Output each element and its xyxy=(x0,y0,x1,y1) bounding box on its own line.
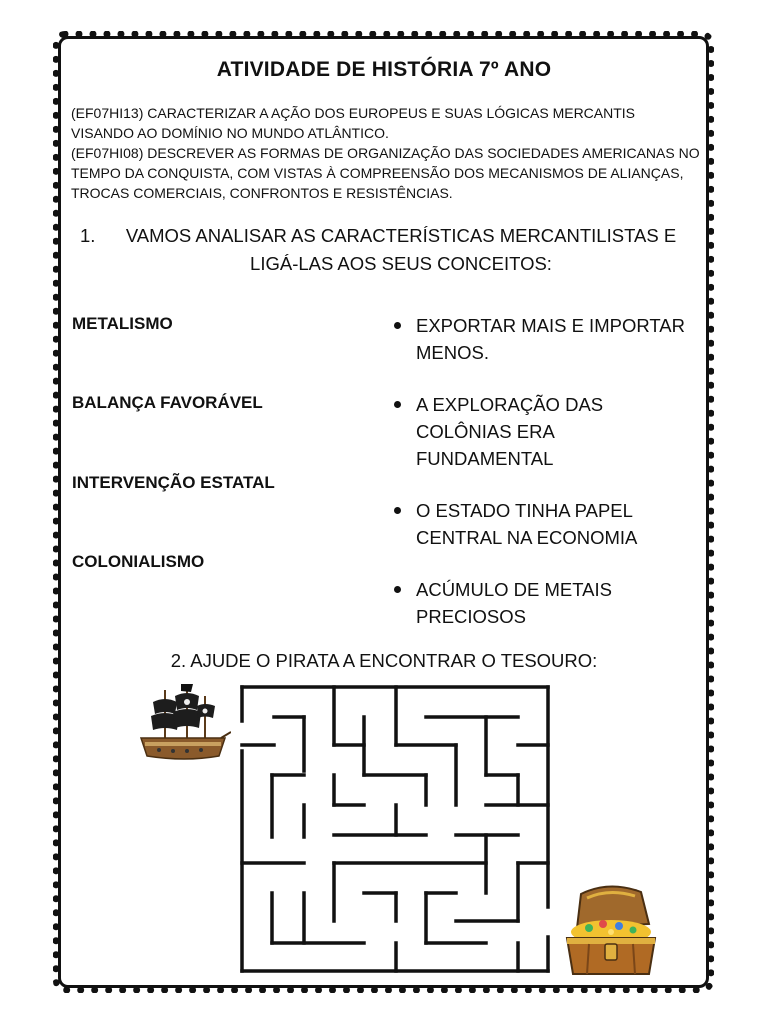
question-1-number: 1. xyxy=(80,225,96,246)
treasure-chest-icon xyxy=(559,884,659,978)
concept-item: A EXPLORAÇÃO DAS COLÔNIAS ERA FUNDAMENTAL xyxy=(392,391,692,472)
question-2: 2. AJUDE O PIRATA A ENCONTRAR O TESOURO: xyxy=(170,650,598,671)
term-colonialismo: COLONIALISMO xyxy=(72,552,205,571)
term-metalismo: METALISMO xyxy=(72,314,173,333)
term-intervencao-estatal: INTERVENÇÃO ESTATAL xyxy=(72,473,275,492)
maze-puzzle xyxy=(236,681,554,977)
learning-objectives xyxy=(71,103,701,203)
concept-item: O ESTADO TINHA PAPEL CENTRAL NA ECONOMIA xyxy=(392,497,692,551)
question-1 xyxy=(80,222,692,278)
question-1-text: VAMOS ANALISAR AS CARACTERÍSTICAS MERCANTILISTAS E LIGÁ-LAS AOS SEUS CONCEITOS: xyxy=(125,225,677,274)
pirate-ship-icon xyxy=(135,682,231,764)
objective-ef07hi13: (EF07HI13) CARACTERIZAR A AÇÃO DOS EUROPEUS E SUAS LÓGICAS MERCANTIS VISANDO AO DOMÍNIO NO MUNDO ATLÂNTICO. xyxy=(71,105,636,141)
term-balanca-favoravel: BALANÇA FAVORÁVEL xyxy=(72,393,263,412)
concept-item: ACÚMULO DE METAIS PRECIOSOS xyxy=(392,576,692,630)
objective-ef07hi08: (EF07HI08) DESCREVER AS FORMAS DE ORGANIZAÇÃO DAS SOCIEDADES AMERICANAS NO TEMPO DA CONQUISTA, COM VISTAS À COMPREENSÃO DOS MECANISMOS DE ALIANÇAS, TROCAS COMERCIAIS, CONFRONTOS E RESISTÊNCIAS. xyxy=(71,145,700,201)
worksheet-title: ATIVIDADE DE HISTÓRIA 7º ANO xyxy=(216,58,552,81)
concept-list xyxy=(392,312,692,630)
concept-item: EXPORTAR MAIS E IMPORTAR MENOS. xyxy=(392,312,692,366)
